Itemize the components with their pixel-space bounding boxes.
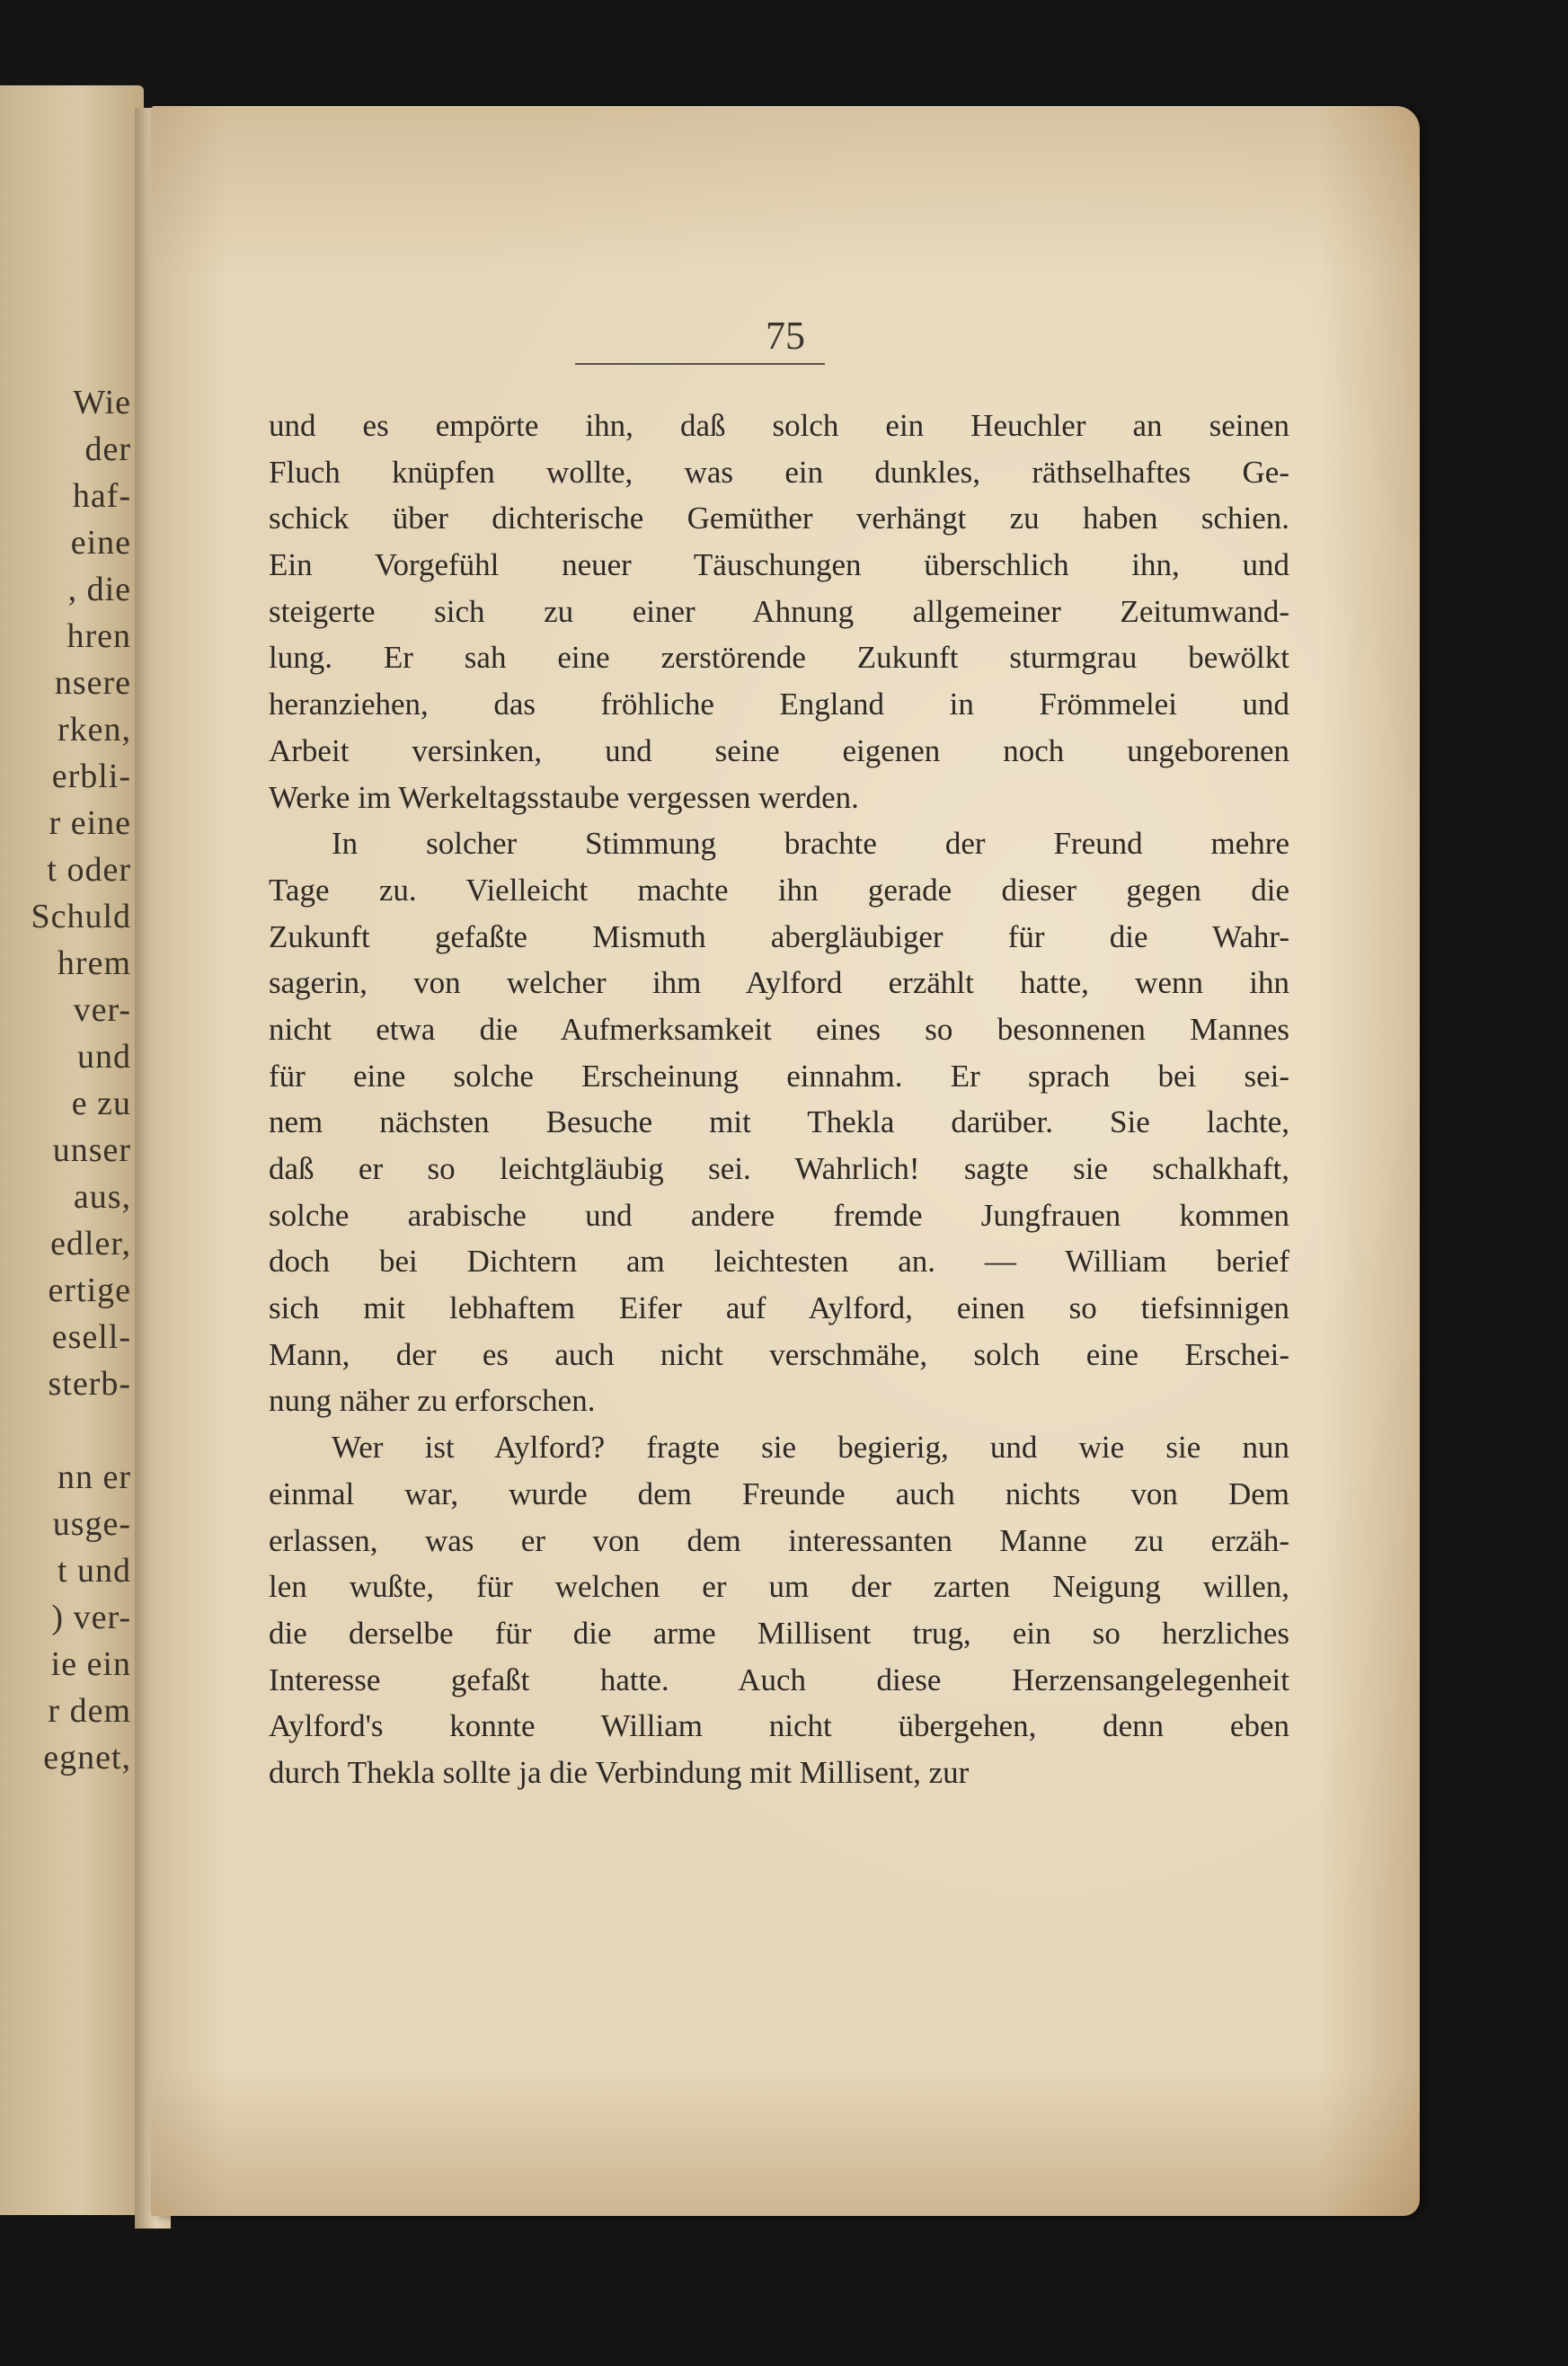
left-page-fragment: und [77,1038,131,1076]
left-page-fragment: Wie [73,384,131,421]
text-line: Arbeit versinken, und seine eigenen noch ungeborenen [269,732,1289,768]
left-page-fragment: usge- [52,1505,131,1543]
text-line: schick über dichterische Gemüther verhängt zu haben schien. [269,501,1289,536]
left-page-fragment: ver- [73,991,131,1029]
left-page-fragment: ie ein [50,1645,131,1683]
text-line: nem nächsten Besuche mit Thekla darüber. Sie lachte, [269,1104,1289,1140]
text-line: Aylford's konnte William nicht übergehen, denn eben [269,1708,1289,1744]
text-line: Werke im Werkeltagsstaube vergessen werden. [269,779,859,815]
left-page-fragment: ertige [48,1272,131,1309]
header-rule [575,363,825,365]
body-text [269,403,1289,1796]
left-page-fragment: edler, [50,1225,131,1263]
left-page-fragment: hren [66,617,131,655]
text-line: durch Thekla sollte ja die Verbindung mit Millisent, zur [269,1754,970,1790]
text-line: Wer ist Aylford? fragte sie begierig, und wie sie nun [332,1430,1289,1466]
text-line: und es empörte ihn, daß solch ein Heuchler an seinen [269,408,1289,443]
text-line: len wußte, für welchen er um der zarten Neigung willen, [269,1569,1289,1605]
text-line: heranziehen, das fröhliche England in Frömmelei und [269,687,1289,722]
left-page-fragment: esell- [51,1318,131,1356]
text-line: solche arabische und andere fremde Jungfrauen kommen [269,1197,1289,1233]
left-page-fragment: nsere [54,664,131,702]
left-page-fragment: Schuld [31,898,131,935]
text-line: die derselbe für die arme Millisent trug, ein so herzliches [269,1615,1289,1651]
left-page-fragment: aus, [73,1178,131,1216]
text-line: sich mit lebhaftem Eifer auf Aylford, einen so tiefsinnigen [269,1290,1289,1326]
text-line: lung. Er sah eine zerstörende Zukunft sturmgrau bewölkt [269,640,1289,676]
left-page-fragment: r dem [48,1692,131,1730]
text-line: für eine solche Erscheinung einnahm. Er sprach bei sei- [269,1058,1289,1094]
left-page-fragment: nn er [57,1458,131,1496]
text-line: Tage zu. Vielleicht machte ihn gerade dieser gegen die [269,872,1289,908]
text-line: nung näher zu erforschen. [269,1383,596,1419]
left-page-fragment: der [84,430,131,468]
left-page-edge [0,85,144,2215]
left-page-fragment: e zu [71,1085,131,1122]
text-line: daß er so leichtgläubig sei. Wahrlich! sagte sie schalkhaft, [269,1151,1289,1186]
left-page-fragment: unser [52,1131,131,1169]
right-page [151,106,1420,2216]
text-line: Ein Vorgefühl neuer Täuschungen überschlich ihn, und [269,547,1289,583]
text-line: Mann, der es auch nicht verschmähe, solch eine Erschei- [269,1336,1289,1372]
text-line: nicht etwa die Aufmerksamkeit eines so besonnenen Mannes [269,1011,1289,1047]
left-page-fragment: sterb- [48,1365,131,1403]
left-page-fragment: eine [70,524,131,562]
text-line: Interesse gefaßt hatte. Auch diese Herzensangelegenheit [269,1662,1289,1697]
text-line: doch bei Dichtern am leichtesten an. — William berief [269,1244,1289,1280]
left-page-fragment: hrem [57,944,131,982]
left-page-fragment: haf- [72,477,131,515]
left-page-fragment: egnet, [43,1739,131,1777]
left-page-fragment: , die [67,571,131,608]
left-page-fragment: t oder [47,851,131,889]
left-page-fragment: t und [57,1552,131,1590]
text-line: Zukunft gefaßte Mismuth abergläubiger für die Wahr- [269,918,1289,954]
text-line: sagerin, von welcher ihm Aylford erzählt hatte, wenn ihn [269,965,1289,1001]
left-page-fragment: rken, [57,711,131,749]
left-page-fragment: erbli- [51,758,131,795]
text-line: steigerte sich zu einer Ahnung allgemeiner Zeitumwand- [269,593,1289,629]
left-page-fragment: ) ver- [51,1599,131,1636]
page-number: 75 [766,314,805,358]
left-page-fragment: r eine [49,804,131,842]
text-line: erlassen, was er von dem interessanten Manne zu erzäh- [269,1522,1289,1558]
text-line: einmal war, wurde dem Freunde auch nichts von Dem [269,1475,1289,1511]
text-line: In solcher Stimmung brachte der Freund mehre [332,826,1289,862]
text-line: Fluch knüpfen wollte, was ein dunkles, räthselhaftes Ge- [269,454,1289,490]
